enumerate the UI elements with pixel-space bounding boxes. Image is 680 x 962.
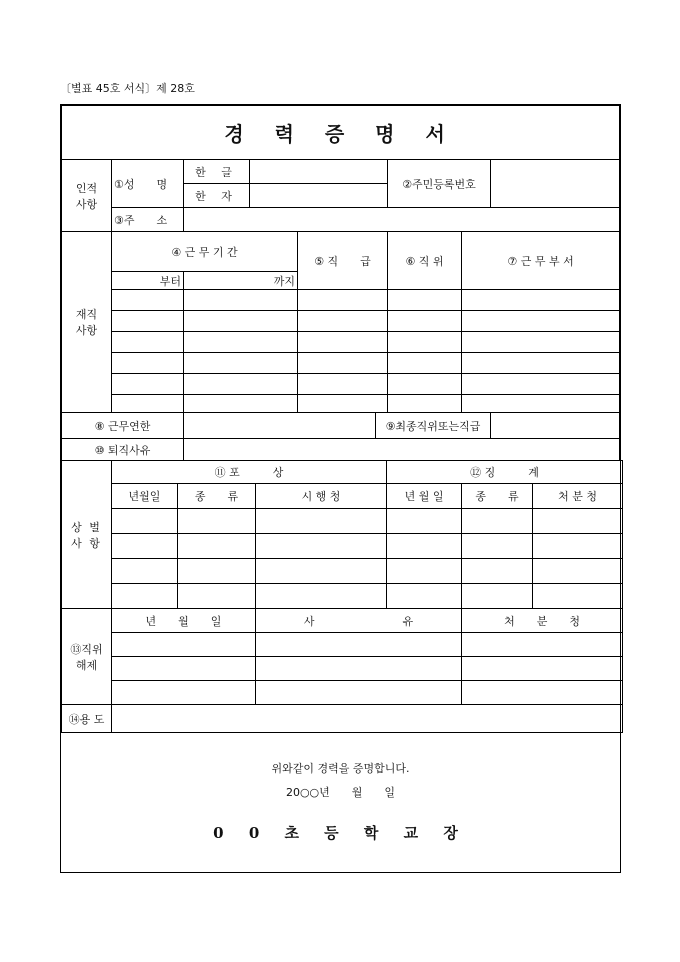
cell[interactable] [256,509,387,534]
hanja-label: 한 자 [184,184,250,208]
cell[interactable] [256,584,387,609]
award-issuer-header: 시 행 청 [256,484,387,509]
discipline-label: ⑫ 징 계 [387,461,623,484]
dismissal-reason-header: 사 유 [256,609,462,633]
rewards-section-label: 상 벌 사 항 [62,461,112,609]
cell[interactable] [112,559,178,584]
grade-cell[interactable] [298,332,388,353]
cell[interactable] [387,584,462,609]
cell[interactable] [178,509,256,534]
employment-row [62,311,620,332]
dismissal-date-header: 년 월 일 [112,609,256,633]
department-cell[interactable] [462,353,620,374]
cell[interactable] [112,681,256,705]
rewards-row [62,584,623,609]
department-label: ⑦ 근 무 부 서 [462,232,620,290]
to-cell[interactable] [184,374,298,395]
from-cell[interactable] [112,353,184,374]
name-label: ①성 명 [112,160,184,208]
cell[interactable] [256,633,462,657]
from-cell[interactable] [112,374,184,395]
to-cell[interactable] [184,353,298,374]
final-position-field[interactable] [491,413,620,439]
cell[interactable] [462,534,533,559]
form-number: 〔별표 45호 서식〕제 28호 [60,82,195,95]
cell[interactable] [178,534,256,559]
dismissal-issuer-header: 처 분 청 [462,609,623,633]
grade-cell[interactable] [298,374,388,395]
from-cell[interactable] [112,395,184,413]
cell[interactable] [533,559,623,584]
cell[interactable] [462,584,533,609]
cell[interactable] [256,534,387,559]
final-position-label: ⑨최종직위또는직급 [376,413,491,439]
dismissal-row [62,657,623,681]
cell[interactable] [256,657,462,681]
cell[interactable] [387,559,462,584]
award-date-header: 년월일 [112,484,178,509]
cell[interactable] [387,534,462,559]
resignation-reason-field[interactable] [184,439,620,461]
discipline-date-header: 년 월 일 [387,484,462,509]
issuer-name: 0 0 초 등 학 교 장 [213,824,468,842]
resignation-reason-label: ⑩ 퇴직사유 [62,439,184,461]
hangul-name-field[interactable] [250,160,388,184]
cell[interactable] [533,509,623,534]
cell[interactable] [178,559,256,584]
dismissal-row [62,681,623,705]
grade-cell[interactable] [298,395,388,413]
rewards-row [62,559,623,584]
cell[interactable] [462,509,533,534]
cell[interactable] [112,657,256,681]
employment-row [62,374,620,395]
personal-section-label: 인적 사항 [62,160,112,232]
cell[interactable] [112,633,256,657]
employment-row [62,353,620,374]
cell[interactable] [256,681,462,705]
discipline-issuer-header: 처 분 청 [533,484,623,509]
certification-statement: 위와같이 경력을 증명합니다. [271,762,410,775]
date-line: 20○○년 월 일 [285,786,396,799]
from-cell[interactable] [112,332,184,353]
from-label: 부터 [112,272,184,290]
rewards-table [61,460,623,733]
cell[interactable] [533,534,623,559]
resident-number-label: ②주민등록번호 [388,160,491,208]
rewards-row [62,509,623,534]
grade-cell[interactable] [298,311,388,332]
employment-section-label: 재직 사항 [62,232,112,413]
department-cell[interactable] [462,395,620,413]
rewards-row [62,534,623,559]
department-cell[interactable] [462,332,620,353]
grade-cell[interactable] [298,290,388,311]
position-label: ⑥ 직 위 [388,232,462,290]
hangul-label: 한 글 [184,160,250,184]
discipline-type-header: 종 류 [462,484,533,509]
address-field[interactable] [184,208,620,232]
to-cell[interactable] [184,332,298,353]
position-cell[interactable] [388,290,462,311]
department-cell[interactable] [462,311,620,332]
document-title: 경 력 증 명 서 [62,106,620,160]
department-cell[interactable] [462,290,620,311]
resident-number-field[interactable] [491,160,620,208]
position-cell[interactable] [388,395,462,413]
grade-label: ⑤ 직 급 [298,232,388,290]
employment-row [62,290,620,311]
position-cell[interactable] [388,311,462,332]
cell[interactable] [256,559,387,584]
cell[interactable] [462,657,623,681]
service-years-label: ⑧ 근무연한 [62,413,184,439]
dismissal-section-label: ⑬직위 해제 [62,609,112,705]
award-label: ⑪ 포 상 [112,461,387,484]
from-cell[interactable] [112,290,184,311]
to-cell[interactable] [184,311,298,332]
cell[interactable] [462,559,533,584]
dismissal-row [62,633,623,657]
cell[interactable] [462,633,623,657]
service-years-field[interactable] [184,413,376,439]
employment-row [62,395,620,413]
address-label: ③주 소 [112,208,184,232]
employment-row [62,332,620,353]
to-cell[interactable] [184,395,298,413]
cell[interactable] [387,509,462,534]
position-cell[interactable] [388,353,462,374]
cell[interactable] [178,584,256,609]
position-cell[interactable] [388,374,462,395]
purpose-label: ⑭용 도 [62,705,112,733]
award-type-header: 종 류 [178,484,256,509]
period-label: ④ 근 무 기 간 [112,232,298,272]
certificate-form [60,104,621,873]
cell[interactable] [112,534,178,559]
cell[interactable] [462,681,623,705]
cell[interactable] [533,584,623,609]
from-cell[interactable] [112,311,184,332]
to-cell[interactable] [184,290,298,311]
cell[interactable] [112,584,178,609]
cell[interactable] [112,509,178,534]
department-cell[interactable] [462,374,620,395]
certification-block [61,722,620,872]
position-cell[interactable] [388,332,462,353]
grade-cell[interactable] [298,353,388,374]
to-label: 까지 [184,272,298,290]
hanja-name-field[interactable] [250,184,388,208]
form-table [61,105,620,461]
